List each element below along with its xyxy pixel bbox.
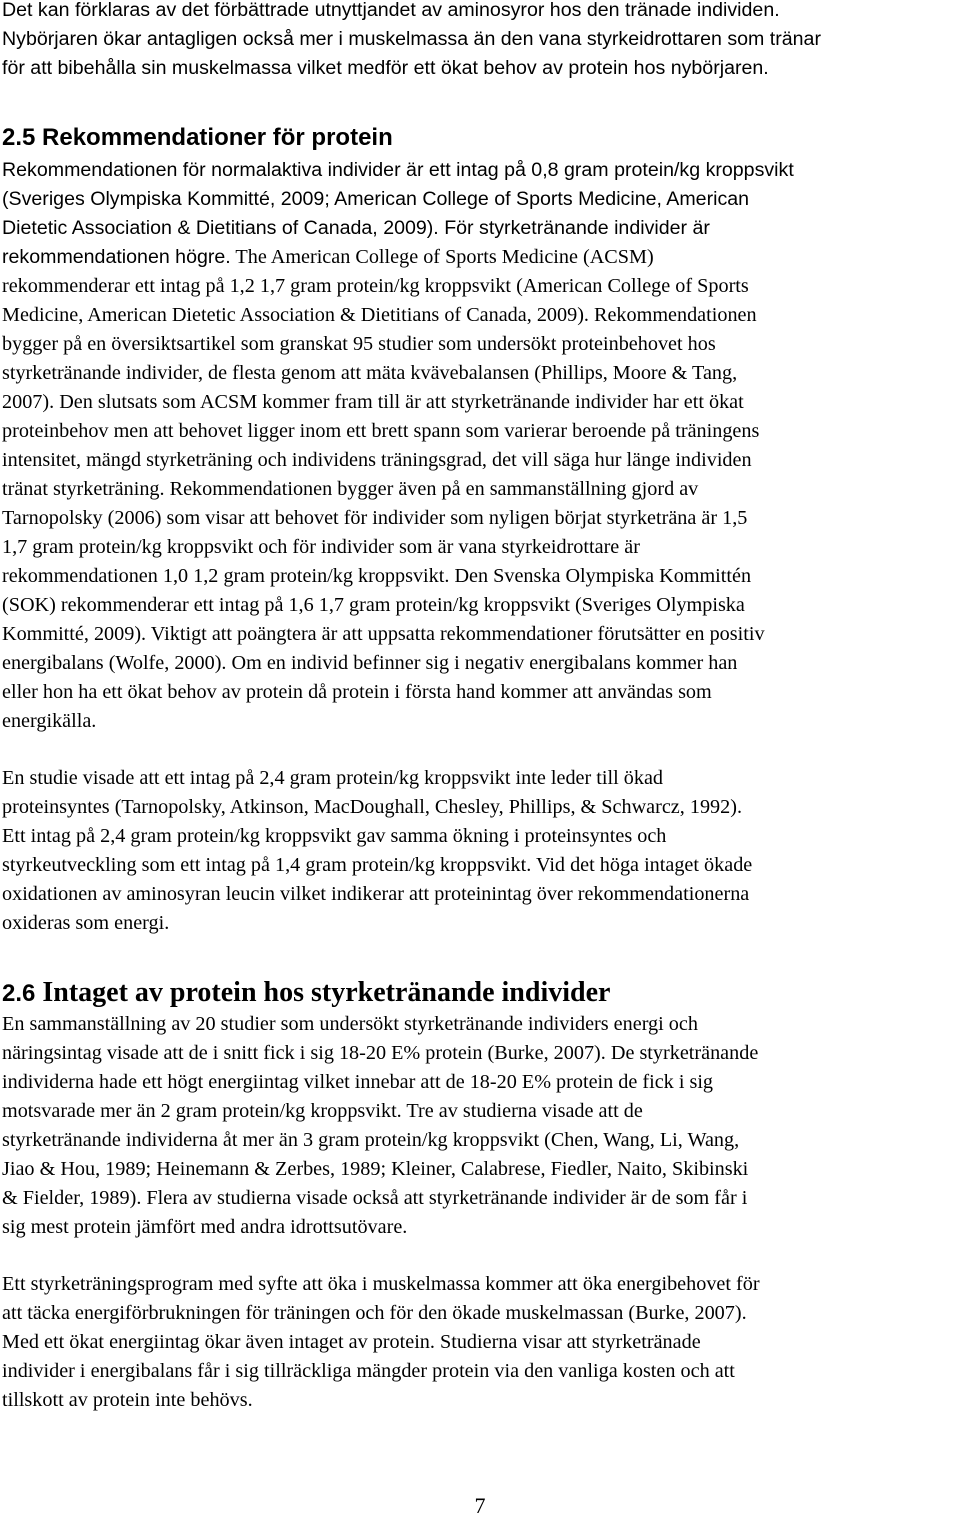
text-line: tillskott av protein inte behövs. <box>2 1389 253 1411</box>
section-2-5-paragraph-2 <box>2 764 958 938</box>
section-title: Intaget av protein hos styrketränande individer <box>35 977 611 1008</box>
text-line: Det kan förklaras av det förbättrade utnyttjandet av aminosyror hos den tränade individen. <box>2 0 780 21</box>
text-line: (Sveriges Olympiska Kommitté, 2009; American College of Sports Medicine, American <box>2 188 750 210</box>
text-line: 1,7 gram protein/kg kroppsvikt och för individer som är vana styrkeidrottare är <box>2 536 640 558</box>
section-heading-2-5: 2.5 Rekommendationer för protein <box>2 124 393 151</box>
text-line: att täcka energiförbrukningen för träningen och för den ökade muskelmassan (Burke, 2007). <box>2 1302 747 1324</box>
text-line: oxideras som energi. <box>2 912 170 934</box>
text-line: Nybörjaren ökar antagligen också mer i muskelmassa än den vana styrkeidrottaren som tränar <box>2 28 821 50</box>
text-line: individer i energibalans får i sig tillräckliga mängder protein via den vanliga kosten och att <box>2 1360 735 1382</box>
text-line: Dietetic Association & Dietitians of Canada, 2009). För styrketränande individer är <box>2 217 710 239</box>
text-line: rekommenderar ett intag på 1,2 1,7 gram protein/kg kroppsvikt (American College of Sports <box>2 275 749 297</box>
section-2-6-paragraph-2 <box>2 1270 958 1415</box>
text-line: för att bibehålla sin muskelmassa vilket medför ett ökat behov av protein hos nybörjaren. <box>2 57 769 79</box>
text-line: 2007). Den slutsats som ACSM kommer fram till är att styrketränande individer har ett ökat <box>2 391 744 413</box>
text-line: individerna hade ett högt energiintag vilket innebar att de 18-20 E% protein de fick i sig <box>2 1071 714 1093</box>
text-line <box>2 243 958 272</box>
text-line: näringsintag visade att de i snitt fick i sig 18-20 E% protein (Burke, 2007). De styrketränande <box>2 1042 759 1064</box>
text-line: En studie visade att ett intag på 2,4 gram protein/kg kroppsvikt inte leder till ökad <box>2 767 663 789</box>
text-line: energikälla. <box>2 710 97 732</box>
text-line: energibalans (Wolfe, 2000). Om en individ befinner sig i negativ energibalans kommer han <box>2 652 738 674</box>
text-line: proteinsyntes (Tarnopolsky, Atkinson, MacDoughall, Chesley, Phillips, & Schwarcz, 1992). <box>2 796 743 818</box>
text-line: proteinbehov men att behovet ligger inom ett brett spann som varierar beroende på träningens <box>2 420 760 442</box>
text-line: styrketränande individer, de flesta genom att mäta kvävebalansen (Phillips, Moore & Tang, <box>2 362 738 384</box>
text-segment: rekommendationen högre. <box>2 246 231 268</box>
text-line: styrketränande individerna åt mer än 3 gram protein/kg kroppsvikt (Chen, Wang, Li, Wang, <box>2 1129 740 1151</box>
text-line: rekommendationen 1,0 1,2 gram protein/kg kroppsvikt. Den Svenska Olympiska Kommittén <box>2 565 752 587</box>
text-line: tränat styrketräning. Rekommendationen bygger även på en sammanställning gjord av <box>2 478 699 500</box>
text-line: Ett intag på 2,4 gram protein/kg kroppsvikt gav samma ökning i proteinsyntes och <box>2 825 667 847</box>
section-2-5-paragraph-1 <box>2 156 958 736</box>
intro-paragraph <box>2 0 958 83</box>
text-line: oxidationen av aminosyran leucin vilket indikerar att proteinintag över rekommendationerna <box>2 883 750 905</box>
text-line: Med ett ökat energiintag ökar även intaget av protein. Studierna visar att styrketränade <box>2 1331 701 1353</box>
text-segment: The American College of Sports Medicine (ACSM) <box>230 246 654 268</box>
text-line: & Fielder, 1989). Flera av studierna visade också att styrketränande individer är de som får i <box>2 1187 748 1209</box>
text-line: Jiao & Hou, 1989; Heinemann & Zerbes, 1989; Kleiner, Calabrese, Fiedler, Naito, Skibinski <box>2 1158 749 1180</box>
text-line: En sammanställning av 20 studier som undersökt styrketränande individers energi och <box>2 1013 698 1035</box>
section-2-6-paragraph-1 <box>2 1010 958 1242</box>
text-line: eller hon ha ett ökat behov av protein då protein i första hand kommer att användas som <box>2 681 712 703</box>
text-line: Ett styrketräningsprogram med syfte att öka i muskelmassa kommer att öka energibehovet för <box>2 1273 760 1295</box>
section-heading-2-6 <box>2 978 610 1008</box>
text-line: styrkeutveckling som ett intag på 1,4 gram protein/kg kroppsvikt. Vid det höga intaget ökade <box>2 854 753 876</box>
text-line: (SOK) rekommenderar ett intag på 1,6 1,7 gram protein/kg kroppsvikt (Sveriges Olympiska <box>2 594 745 616</box>
page-number: 7 <box>474 1493 486 1518</box>
text-line: Medicine, American Dietetic Association & Dietitians of Canada, 2009). Rekommendationen <box>2 304 757 326</box>
text-line: Rekommendationen för normalaktiva individer är ett intag på 0,8 gram protein/kg kroppsvikt <box>2 159 794 181</box>
text-line: bygger på en översiktsartikel som granskat 95 studier som undersökt proteinbehovet hos <box>2 333 716 355</box>
text-line: Kommitté, 2009). Viktigt att poängtera är att uppsatta rekommendationer förutsätter en positiv <box>2 623 765 645</box>
text-line: Tarnopolsky (2006) som visar att behovet för individer som nyligen börjat styrketräna är 1,5 <box>2 507 748 529</box>
text-line: intensitet, mängd styrketräning och individens träningsgrad, det vill säga hur länge individen <box>2 449 752 471</box>
text-line: motsvarade mer än 2 gram protein/kg kroppsvikt. Tre av studierna visade att de <box>2 1100 643 1122</box>
text-line: sig mest protein jämfört med andra idrottsutövare. <box>2 1216 408 1238</box>
section-number: 2.6 <box>2 980 36 1007</box>
